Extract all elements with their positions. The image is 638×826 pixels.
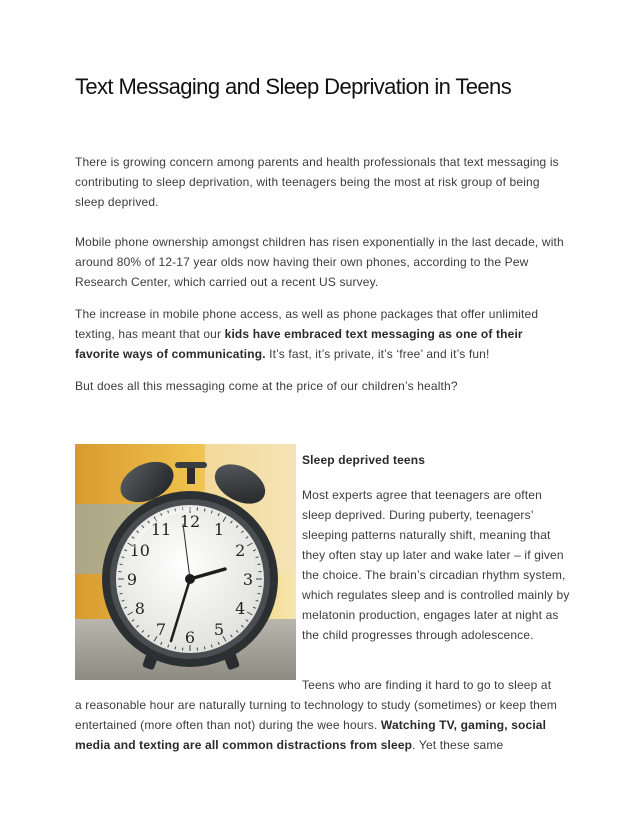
dial-number-3: 3	[242, 570, 254, 589]
access-paragraph-bold: kids have embraced text messaging as one of their favorite ways of communicating.	[75, 327, 523, 361]
access-paragraph-end: It’s fast, it’s private, it’s ‘free’ and it’s fun!	[265, 347, 490, 361]
dial-number-9: 9	[126, 570, 138, 589]
alarm-clock-illustration	[75, 444, 296, 680]
dial-number-1: 1	[213, 519, 225, 539]
intro-paragraph: There is growing concern among parents and health professionals that text messaging is contributing to sleep deprivation, with teenagers being the most at risk group of being sleep deprived.	[75, 155, 559, 209]
dial-number-5: 5	[213, 620, 225, 640]
dial-number-12: 12	[179, 512, 201, 531]
teens-paragraph-first-line: Teens who are finding it hard to go to sleep at	[302, 678, 552, 692]
teens-paragraph-end: . Yet these same	[412, 738, 504, 752]
dial-number-8: 8	[134, 599, 145, 618]
article-title: Text Messaging and Sleep Deprivation in Teens	[75, 74, 512, 99]
teens-paragraph-start: a reasonable hour are naturally turning to technology to study (sometimes) or keep them entertained (more often than not) during the wee hours.	[75, 698, 557, 732]
dial-tick	[204, 509, 205, 512]
teens-paragraph-continued	[75, 695, 565, 755]
dial-tick	[258, 593, 261, 594]
dial-tick	[204, 647, 205, 650]
dial-tick	[120, 593, 123, 594]
alarm-clock-image	[75, 444, 296, 680]
access-paragraph-start: The increase in mobile phone access, as well as phone packages that offer unlimited texting, has meant that our	[75, 307, 539, 341]
dial-tick	[120, 564, 123, 565]
dial-number-2: 2	[235, 541, 246, 560]
access-paragraph	[75, 304, 565, 364]
dial-tick	[258, 564, 261, 565]
dial-number-6: 6	[184, 628, 196, 647]
section-heading: Sleep deprived teens	[302, 453, 426, 467]
health-question-paragraph: But does all this messaging come at the price of our children’s health?	[75, 379, 458, 393]
dial-number-10: 10	[129, 541, 150, 560]
sleep-experts-paragraph: Most experts agree that teenagers are often sleep deprived. During puberty, teenagers’ sleeping patterns naturally shift, meaning that they often stay up later and wake later – if given the choice. The brain’s circadian rhythm system, which regulates sleep and is controlled mainly by melatonin production, engages later at night as the child progresses through adolescence.	[302, 488, 570, 642]
dial-number-11: 11	[150, 519, 172, 539]
distractions-bold-text: Watching TV, gaming, social media and texting are all common distractions from sleep	[75, 718, 547, 752]
dial-number-4: 4	[235, 599, 246, 618]
dial-number-7: 7	[155, 620, 167, 640]
dial-tick	[175, 647, 176, 650]
ownership-paragraph: Mobile phone ownership amongst children has risen exponentially in the last decade, with around 80% of 12-17 year olds now having their own phones, according to the Pew Research Center, which carried out a recent US survey.	[75, 235, 564, 289]
